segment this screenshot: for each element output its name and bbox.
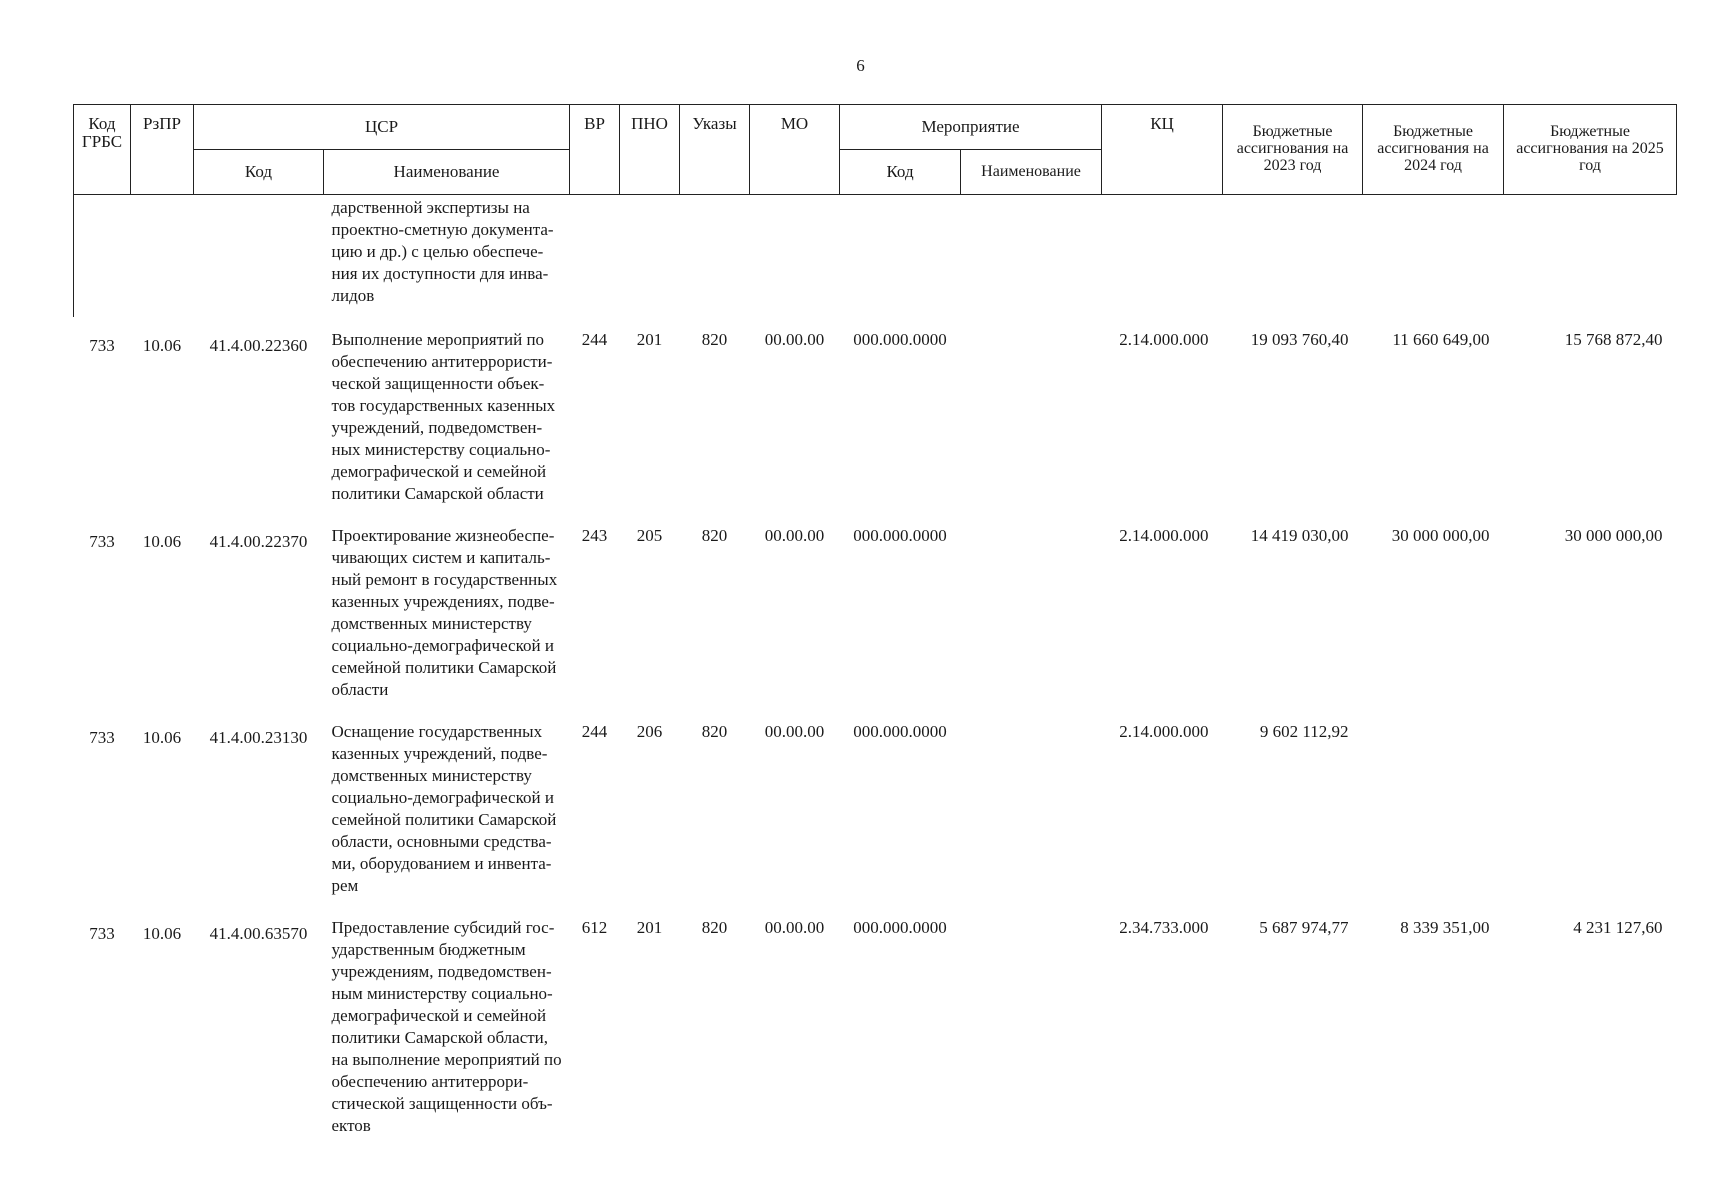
cell-budget-2025: 15 768 872,40 [1564,330,1663,349]
table-body [74,195,1677,1146]
cell-csr-kod: 41.4.00.23130 [209,728,308,747]
header-row-top [74,105,1677,150]
cell-budget-2023: 19 093 760,40 [1250,330,1349,349]
cell-budget-2023: 9 602 112,92 [1259,722,1349,741]
cell-csr-kod: 41.4.00.63570 [209,924,308,943]
cell-pno: 206 [636,722,663,741]
cell-budget-2023: 14 419 030,00 [1250,526,1349,545]
cell-name: Проектирование жизнеобеспе-чивающих систем и капиталь-ный ремонт в государственных казенных учреждениях, подве-домственных министерству социально-демографической и семейной политики Самарской области [331,526,558,699]
table-row-continuation [74,195,1677,318]
header-mo: МО [750,105,840,195]
cell-mo: 00.00.00 [764,722,825,741]
cell-pno: 205 [636,526,663,545]
header-csr-kod: Код [194,150,324,195]
header-mer-name: Наименование [961,150,1102,195]
cell-mer-name [961,513,1102,709]
cell-name: Выполнение мероприятий по обеспечению антитеррористи-ческой защищенности объек-тов государственных казенных учреждений, подведомствен-ных министерству социально-демографической и семейной политики Самарской области [331,330,556,503]
cell-kc: 2.34.733.000 [1119,918,1209,937]
header-budget-2024: Бюджетные ассигнования на 2024 год [1363,105,1504,195]
table-row [74,905,1677,1145]
header-vr: ВР [570,105,620,195]
cell-grbs: 733 [89,336,115,355]
table-row [74,317,1677,513]
header-mer-kod: Код [840,150,961,195]
page-number: 6 [856,56,865,75]
header-csr-name: Наименование [324,150,570,195]
cell-vr: 612 [581,918,608,937]
header-budget-2023: Бюджетные ассигнования на 2023 год [1223,105,1363,195]
cell-pno: 201 [636,918,663,937]
header-kc: КЦ [1102,105,1223,195]
cell-mer-name [961,317,1102,513]
cell-csr-kod: 41.4.00.22370 [209,532,308,551]
cell-budget-2025 [1504,709,1677,905]
cell-vr: 244 [581,722,608,741]
cell-budget-2025: 30 000 000,00 [1564,526,1663,545]
cell-pno: 201 [636,330,663,349]
cell-kc: 2.14.000.000 [1119,526,1209,545]
cell-mer-kod: 000.000.0000 [853,330,947,349]
cell-budget-2024: 30 000 000,00 [1391,526,1490,545]
header-rzpr: РзПР [131,105,194,195]
cell-budget-2025: 4 231 127,60 [1573,918,1663,937]
header-csr: ЦСР [194,105,570,150]
header-meropriyatie: Мероприятие [840,105,1102,150]
cell-name: Оснащение государственных казенных учреждений, подве-домственных министерству социально-демографической и семейной политики Самарской области, основными средства-ми, оборудованием и инвента-рем [331,722,557,895]
cell-grbs: 733 [89,532,115,551]
cell-vr: 243 [581,526,608,545]
cell-vr: 244 [581,330,608,349]
cell-mo: 00.00.00 [764,526,825,545]
cell-name: Предоставление субсидий гос-ударственным бюджетным учреждениям, подведомствен-ным министерству социально-демографической и семейной политики Самарской области, на выполнение мероприятий по обеспечению антитеррори-стической защищенности объ-ектов [331,918,562,1135]
cell-grbs: 733 [89,924,115,943]
cell-budget-2024: 8 339 351,00 [1400,918,1490,937]
cell-mer-kod: 000.000.0000 [853,918,947,937]
cell-mer-kod: 000.000.0000 [853,526,947,545]
continuation-name: дарственной экспертизы на проектно-сметную документа-цию и др.) с целью обеспече-ния их доступности для инва-лидов [331,198,554,305]
cell-mo: 00.00.00 [764,918,825,937]
cell-budget-2024: 11 660 649,00 [1392,330,1490,349]
cell-rzpr: 10.06 [142,336,182,355]
table-row [74,513,1677,709]
cell-kc: 2.14.000.000 [1119,722,1209,741]
header-pno: ПНО [620,105,680,195]
table-row [74,709,1677,905]
cell-budget-2023: 5 687 974,77 [1259,918,1349,937]
budget-table [73,104,1677,1145]
cell-grbs: 733 [89,728,115,747]
cell-rzpr: 10.06 [142,532,182,551]
header-kod-grbs: Код ГРБС [74,105,131,195]
header-budget-2025: Бюджетные ассигнования на 2025 год [1504,105,1677,195]
cell-ukazy: 820 [701,330,728,349]
cell-rzpr: 10.06 [142,924,182,943]
cell-rzpr: 10.06 [142,728,182,747]
cell-budget-2024 [1363,709,1504,905]
cell-ukazy: 820 [701,918,728,937]
cell-ukazy: 820 [701,722,728,741]
header-ukazy: Указы [680,105,750,195]
cell-csr-kod: 41.4.00.22360 [209,336,308,355]
cell-mer-name [961,905,1102,1145]
cell-mer-kod: 000.000.0000 [853,722,947,741]
cell-ukazy: 820 [701,526,728,545]
cell-kc: 2.14.000.000 [1119,330,1209,349]
cell-mo: 00.00.00 [764,330,825,349]
cell-mer-name [961,709,1102,905]
